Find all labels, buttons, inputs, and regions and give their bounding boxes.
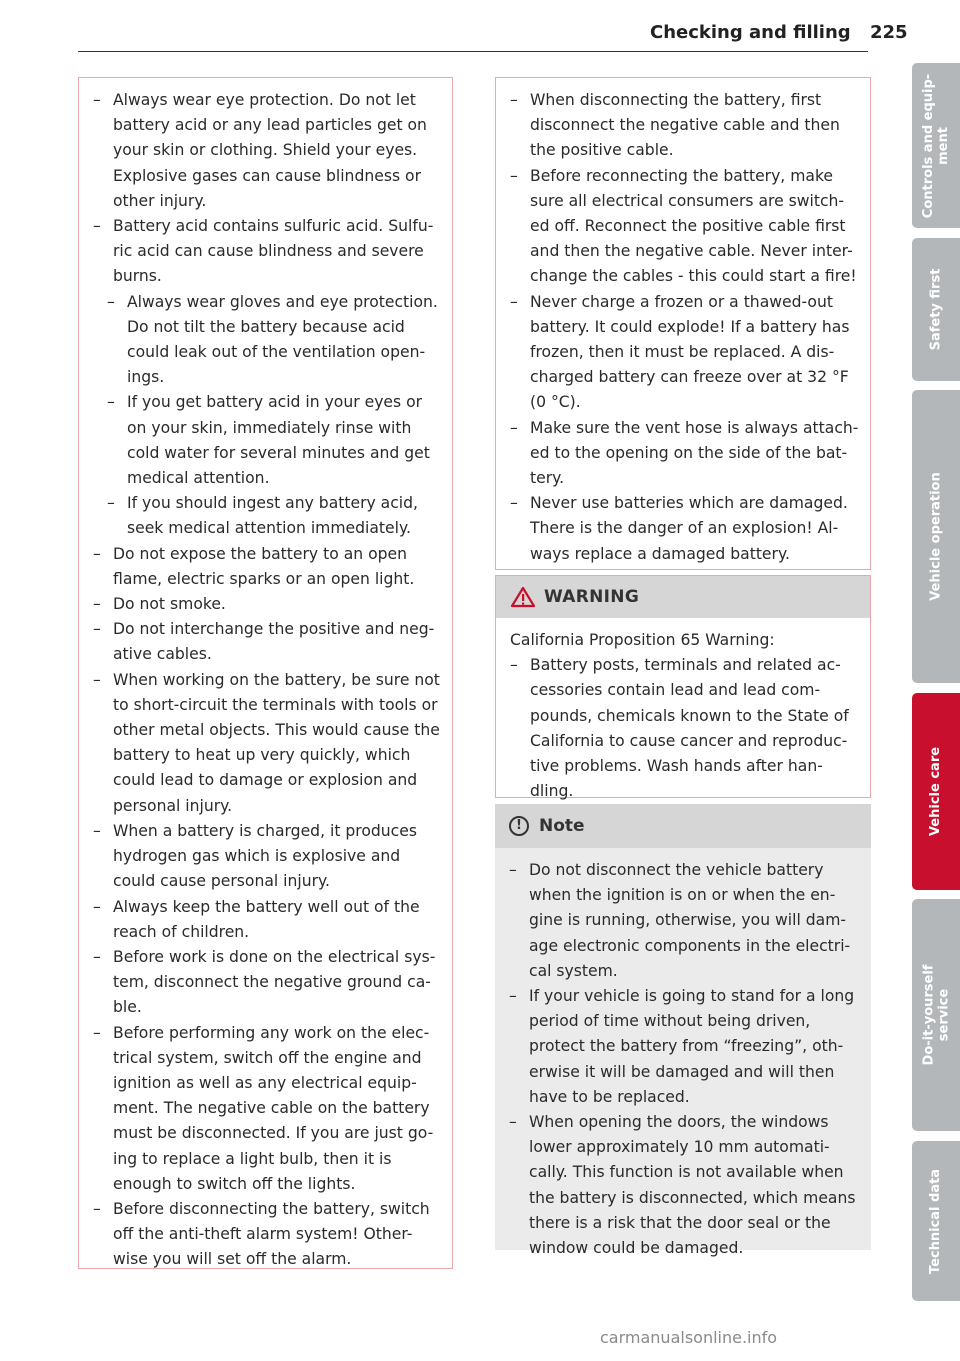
tab-label: Vehicle care <box>928 746 944 837</box>
list-item: – When a battery is charged, it produces hydrogen gas which is explosive and could cause personal injury. <box>93 819 442 895</box>
list-item: – Do not disconnect the vehicle battery when the ignition is on or when the en-gine is running, otherwise, you will dam-age electronic components in the electri-cal system. <box>509 858 861 984</box>
info-circle-icon: ! <box>509 816 529 836</box>
header-rule <box>78 51 868 52</box>
section-tabs <box>912 0 960 1361</box>
tab-label: Do-it-yourself service <box>921 964 952 1066</box>
tab-label: Safety first <box>928 268 944 351</box>
note-box <box>495 804 871 1258</box>
tab-safety-first[interactable] <box>912 238 960 381</box>
tab-do-it-yourself-service[interactable] <box>912 899 960 1131</box>
list-item: – Do not smoke. <box>93 592 442 617</box>
list-item: – Before disconnecting the battery, switch off the anti-theft alarm system! Other-wise you will set off the alarm. <box>93 1197 442 1273</box>
tab-vehicle-operation[interactable] <box>912 390 960 683</box>
tab-label: Controls and equip- ment <box>921 73 951 218</box>
warning-box <box>495 575 871 801</box>
note-title: Note <box>539 816 585 836</box>
list-item: – Do not expose the battery to an open flame, electric sparks or an open light. <box>93 542 442 592</box>
tab-label: Technical data <box>928 1168 944 1274</box>
list-item: – If you should ingest any battery acid, seek medical attention immediately. <box>93 491 442 541</box>
left-caution-box <box>78 77 453 1269</box>
note-header <box>495 804 871 848</box>
list-item: – If your vehicle is going to stand for a long period of time without being driven, protect the battery from “freezing”, oth-erwise it will be damaged and will then have to be replaced. <box>509 984 861 1110</box>
tab-label: Vehicle operation <box>928 472 944 601</box>
list-item: – Make sure the vent hose is always attach-ed to the opening on the side of the bat-tery. <box>510 416 860 492</box>
list-item: – Battery posts, terminals and related ac-cessories contain lead and lead com-pounds, chemicals known to the State of California to cause cancer and reproduc-tive problems. Wash hands after han-dling. <box>510 653 860 804</box>
list-item: – Before performing any work on the elec-trical system, switch off the engine and ignition as well as any electrical equip-ment. The negative cable on the battery must be disconnected. If you are just go-ing to replace a light bulb, then it is enough to switch off the lights. <box>93 1021 442 1197</box>
watermark: carmanualsonline.info <box>600 1328 778 1347</box>
list-item: – Do not interchange the positive and neg-ative cables. <box>93 617 442 667</box>
list-item: – Always keep the battery well out of the reach of children. <box>93 895 442 945</box>
tab-vehicle-care[interactable] <box>912 693 960 890</box>
warning-title: WARNING <box>544 587 640 607</box>
tab-controls[interactable] <box>912 63 960 228</box>
list-item: – When disconnecting the battery, first disconnect the negative cable and then the positive cable. <box>510 88 860 164</box>
list-item: – Battery acid contains sulfuric acid. Sulfu-ric acid can cause blindness and severe burns. <box>93 214 442 290</box>
page-number: 225 <box>870 22 908 43</box>
warning-header <box>496 576 870 618</box>
list-item: – Always wear gloves and eye protection. Do not tilt the battery because acid could leak out of the ventilation open-ings. <box>93 290 442 391</box>
list-item: – When opening the doors, the windows lower approximately 10 mm automati-cally. This function is not available when the battery is disconnected, which means there is a risk that the door seal or the window could be damaged. <box>509 1110 861 1261</box>
list-item: – Never charge a frozen or a thawed-out battery. It could explode! If a battery has frozen, then it must be replaced. A dis-charged battery can freeze over at 32 °F (0 °C). <box>510 290 860 416</box>
warning-intro: California Proposition 65 Warning: <box>510 631 775 649</box>
list-item: – Before reconnecting the battery, make sure all electrical consumers are switch-ed off. Reconnect the positive cable first and then the negative cable. Never inter-change the cables - this could start a fire! <box>510 164 860 290</box>
list-item: – If you get battery acid in your eyes or on your skin, immediately rinse with cold water for several minutes and get medical attention. <box>93 390 442 491</box>
list-item: – Never use batteries which are damaged. There is the danger of an explosion! Al-ways replace a damaged battery. <box>510 491 860 567</box>
list-item: – Before work is done on the electrical sys-tem, disconnect the negative ground ca-ble. <box>93 945 442 1021</box>
list-item: – When working on the battery, be sure not to short-circuit the terminals with tools or other metal objects. This would cause the battery to heat up very quickly, which could lead to damage or explosion and personal injury. <box>93 668 442 819</box>
warning-triangle-icon <box>510 586 536 608</box>
header-title: Checking and filling <box>650 22 851 43</box>
tab-technical-data[interactable] <box>912 1141 960 1301</box>
right-caution-box <box>495 77 871 570</box>
list-item: – Always wear eye protection. Do not let battery acid or any lead particles get on your skin or clothing. Shield your eyes. Explosive gases can cause blindness or other injury. <box>93 88 442 214</box>
